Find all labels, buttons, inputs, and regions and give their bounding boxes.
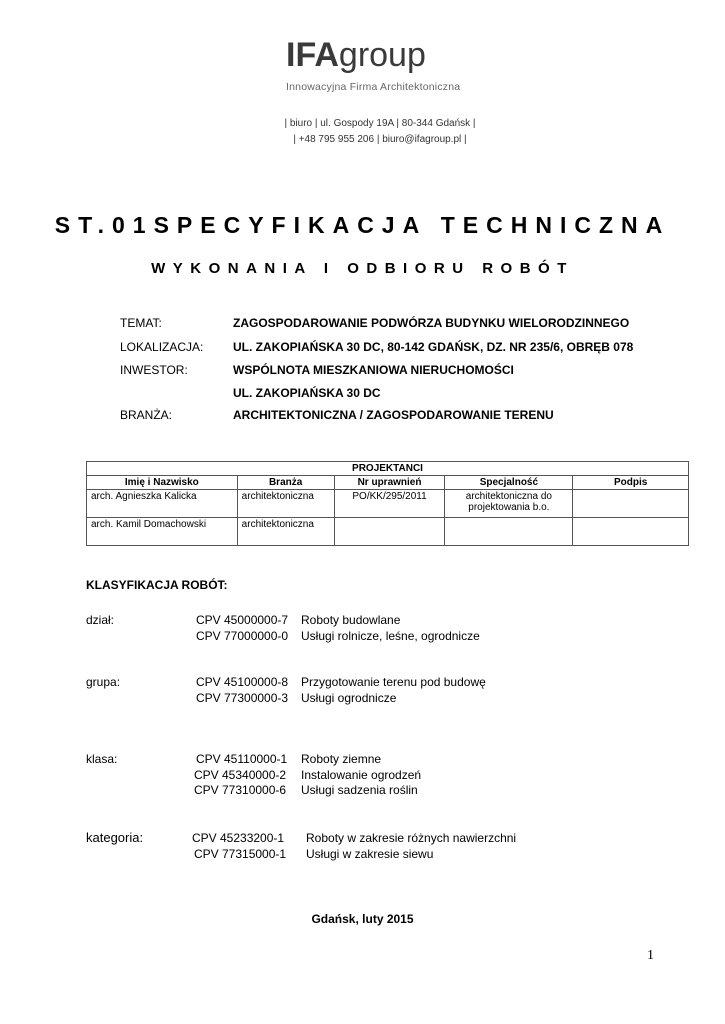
cpv-code: CPV 77000000-0 — [196, 629, 289, 643]
cpv-description: Roboty budowlane — [301, 613, 401, 627]
info-value-lokalizacja: UL. ZAKOPIAŃSKA 30 DC, 80-142 GDAŃSK, DZ. NR 235/6, OBRĘB 078 — [233, 340, 634, 354]
designer-name: arch. Kamil Domachowski — [87, 518, 238, 546]
cpv-code: CPV 45000000-7 — [196, 613, 289, 627]
info-value-inwestor: WSPÓLNOTA MIESZKANIOWA NIERUCHOMOŚCI — [233, 363, 514, 377]
contact-line-2: | +48 795 955 206 | biuro@ifagroup.pl | — [293, 134, 467, 145]
designer-specialty: architektoniczna do projektowania b.o. — [445, 490, 573, 518]
document-subtitle: WYKONANIA I ODBIORU ROBÓT — [151, 260, 574, 277]
info-value-temat: ZAGOSPODAROWANIE PODWÓRZA BUDYNKU WIELORODZINNEGO — [233, 316, 630, 330]
cpv-description: Roboty ziemne — [301, 752, 382, 766]
table-caption-row — [87, 462, 689, 476]
cpv-description: Usługi w zakresie siewu — [306, 847, 434, 861]
logo-tagline: Innowacyjna Firma Architektoniczna — [286, 81, 461, 93]
info-label-inwestor: INWESTOR: — [120, 363, 188, 377]
col-header-signature: Podpis — [573, 476, 689, 490]
designer-license — [334, 518, 445, 546]
col-header-license: Nr uprawnień — [334, 476, 445, 490]
designers-caption: PROJEKTANCI — [87, 462, 689, 476]
cpv-description: Instalowanie ogrodzeń — [301, 768, 422, 782]
classification-heading: KLASYFIKACJA ROBÓT: — [86, 578, 228, 592]
cpv-description: Usługi rolnicze, leśne, ogrodnicze — [301, 629, 480, 643]
class-label-grupa: grupa: — [86, 675, 121, 689]
designers-table — [86, 461, 689, 546]
designer-branch: architektoniczna — [237, 490, 334, 518]
cpv-description: Usługi sadzenia roślin — [301, 783, 418, 797]
col-header-name: Imię i Nazwisko — [87, 476, 238, 490]
cpv-code: CPV 45110000-1 — [196, 752, 288, 766]
cpv-description: Przygotowanie terenu pod budowę — [301, 675, 486, 689]
class-label-dzial: dział: — [86, 613, 115, 627]
table-row — [87, 490, 689, 518]
designer-branch: architektoniczna — [237, 518, 334, 546]
cpv-code: CPV 77300000-3 — [196, 691, 289, 705]
place-date: Gdańsk, luty 2015 — [311, 912, 414, 926]
info-label-branza: BRANŻA: — [120, 408, 173, 422]
designer-specialty — [445, 518, 573, 546]
info-value-inwestor-address: UL. ZAKOPIAŃSKA 30 DC — [233, 386, 381, 400]
logo-word: group — [338, 36, 426, 74]
designer-signature — [573, 518, 689, 546]
cpv-code: CPV 45100000-8 — [196, 675, 289, 689]
logo-mark: IFA — [286, 36, 339, 74]
col-header-branch: Branża — [237, 476, 334, 490]
page-number: 1 — [647, 948, 654, 963]
class-label-klasa: klasa: — [86, 752, 118, 766]
info-value-branza: ARCHITEKTONICZNA / ZAGOSPODAROWANIE TERENU — [233, 408, 554, 422]
designer-license: PO/KK/295/2011 — [334, 490, 445, 518]
designer-name: arch. Agnieszka Kalicka — [87, 490, 238, 518]
contact-line-1: | biuro | ul. Gospody 19A | 80-344 Gdańsk | — [284, 118, 476, 129]
designer-signature — [573, 490, 689, 518]
cpv-code: CPV 45233200-1 — [192, 831, 285, 845]
table-header-row — [87, 476, 689, 490]
cpv-code: CPV 77315000-1 — [194, 847, 287, 861]
cpv-code: CPV 45340000-2 — [194, 768, 287, 782]
document-title: ST.01SPECYFIKACJA TECHNICZNA — [54, 212, 671, 238]
company-logo — [286, 36, 486, 96]
info-label-temat: TEMAT: — [120, 316, 162, 330]
class-label-kategoria: kategoria: — [86, 830, 144, 845]
info-label-lokalizacja: LOKALIZACJA: — [120, 340, 204, 354]
cpv-code: CPV 77310000-6 — [194, 783, 287, 797]
cpv-description: Usługi ogrodnicze — [301, 691, 397, 705]
cpv-description: Roboty w zakresie różnych nawierzchni — [306, 831, 517, 845]
col-header-specialty: Specjalność — [445, 476, 573, 490]
table-row — [87, 518, 689, 546]
